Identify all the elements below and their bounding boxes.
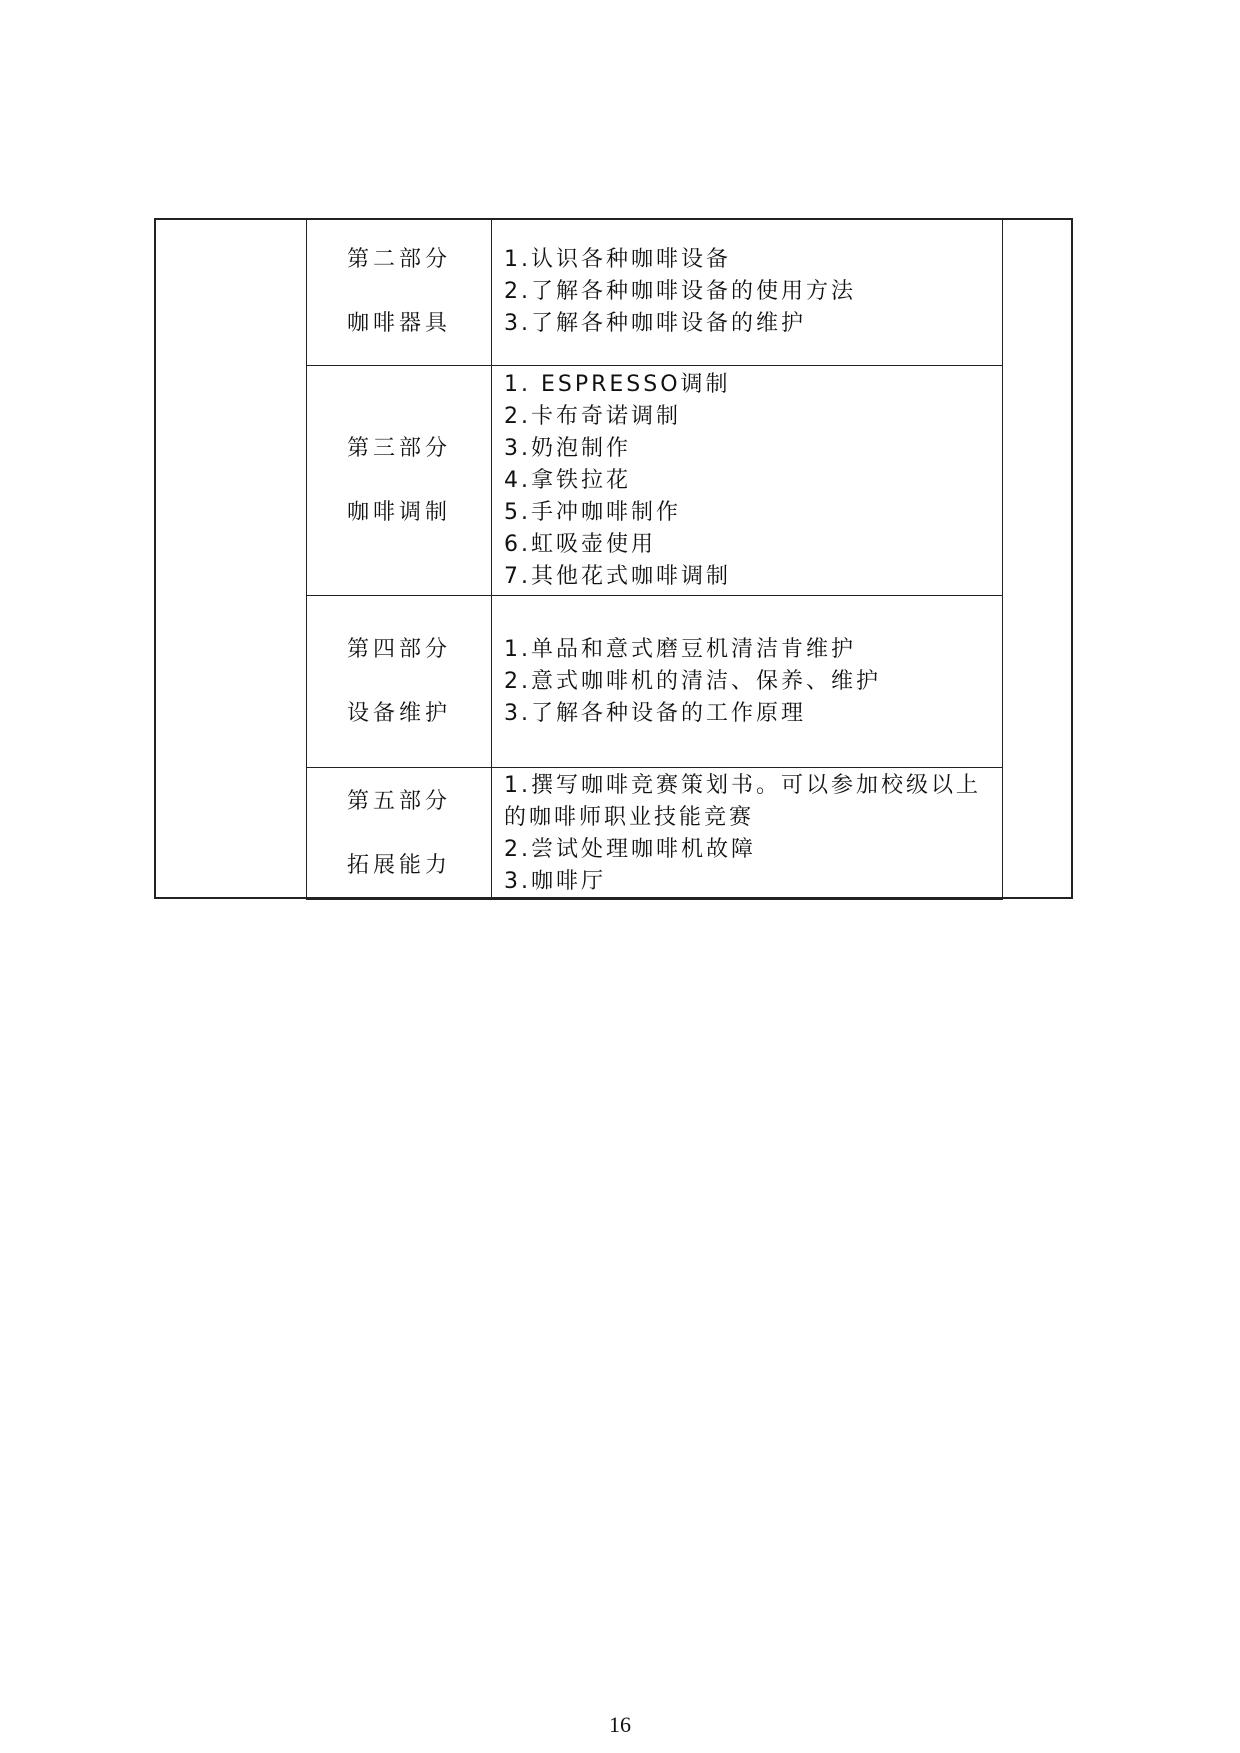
part-name: 咖啡调制 (346, 499, 451, 525)
list-item: 2.尝试处理咖啡机故障 (504, 836, 756, 862)
part-name: 咖啡器具 (346, 311, 451, 336)
part-cell (307, 366, 492, 596)
content-cell (492, 768, 1003, 900)
table-row (307, 768, 1003, 900)
part-label: 第三部分 (346, 435, 451, 461)
list-item: 3.了解各种咖啡设备的维护 (504, 311, 806, 336)
list-item: 1.认识各种咖啡设备 (504, 247, 731, 272)
table-row (307, 366, 1003, 596)
content-cell (492, 596, 1003, 768)
part-cell (307, 219, 492, 366)
part-name: 拓展能力 (346, 852, 451, 878)
list-item: 6.虹吸壶使用 (504, 531, 656, 557)
part-label: 第二部分 (346, 247, 451, 272)
part-label: 第四部分 (346, 636, 451, 662)
list-item: 1. ESPRESSO调制 (504, 371, 731, 397)
list-item: 3.奶泡制作 (504, 435, 631, 461)
list-item: 2.了解各种咖啡设备的使用方法 (504, 279, 856, 304)
list-item: 4.拿铁拉花 (504, 467, 631, 493)
page-number: 16 (609, 1712, 631, 1737)
list-item: 3.咖啡厅 (504, 868, 606, 894)
list-item: 2.意式咖啡机的清洁、保养、维护 (504, 668, 881, 694)
content-cell (492, 366, 1003, 596)
curriculum-table (306, 218, 1003, 900)
part-cell (307, 768, 492, 900)
list-item: 1.单品和意式磨豆机清洁肯维护 (504, 636, 856, 662)
part-label: 第五部分 (346, 788, 451, 814)
part-name: 设备维护 (346, 700, 451, 726)
list-item: 7.其他花式咖啡调制 (504, 563, 731, 589)
content-cell (492, 219, 1003, 366)
part-cell (307, 596, 492, 768)
list-item: 3.了解各种设备的工作原理 (504, 700, 806, 726)
table-row (307, 596, 1003, 768)
list-item: 5.手冲咖啡制作 (504, 499, 681, 525)
table-row (307, 219, 1003, 366)
list-item: 1.撰写咖啡竞赛策划书。可以参加校级以上的咖啡师职业技能竞赛 (504, 772, 981, 830)
list-item: 2.卡布奇诺调制 (504, 403, 681, 429)
